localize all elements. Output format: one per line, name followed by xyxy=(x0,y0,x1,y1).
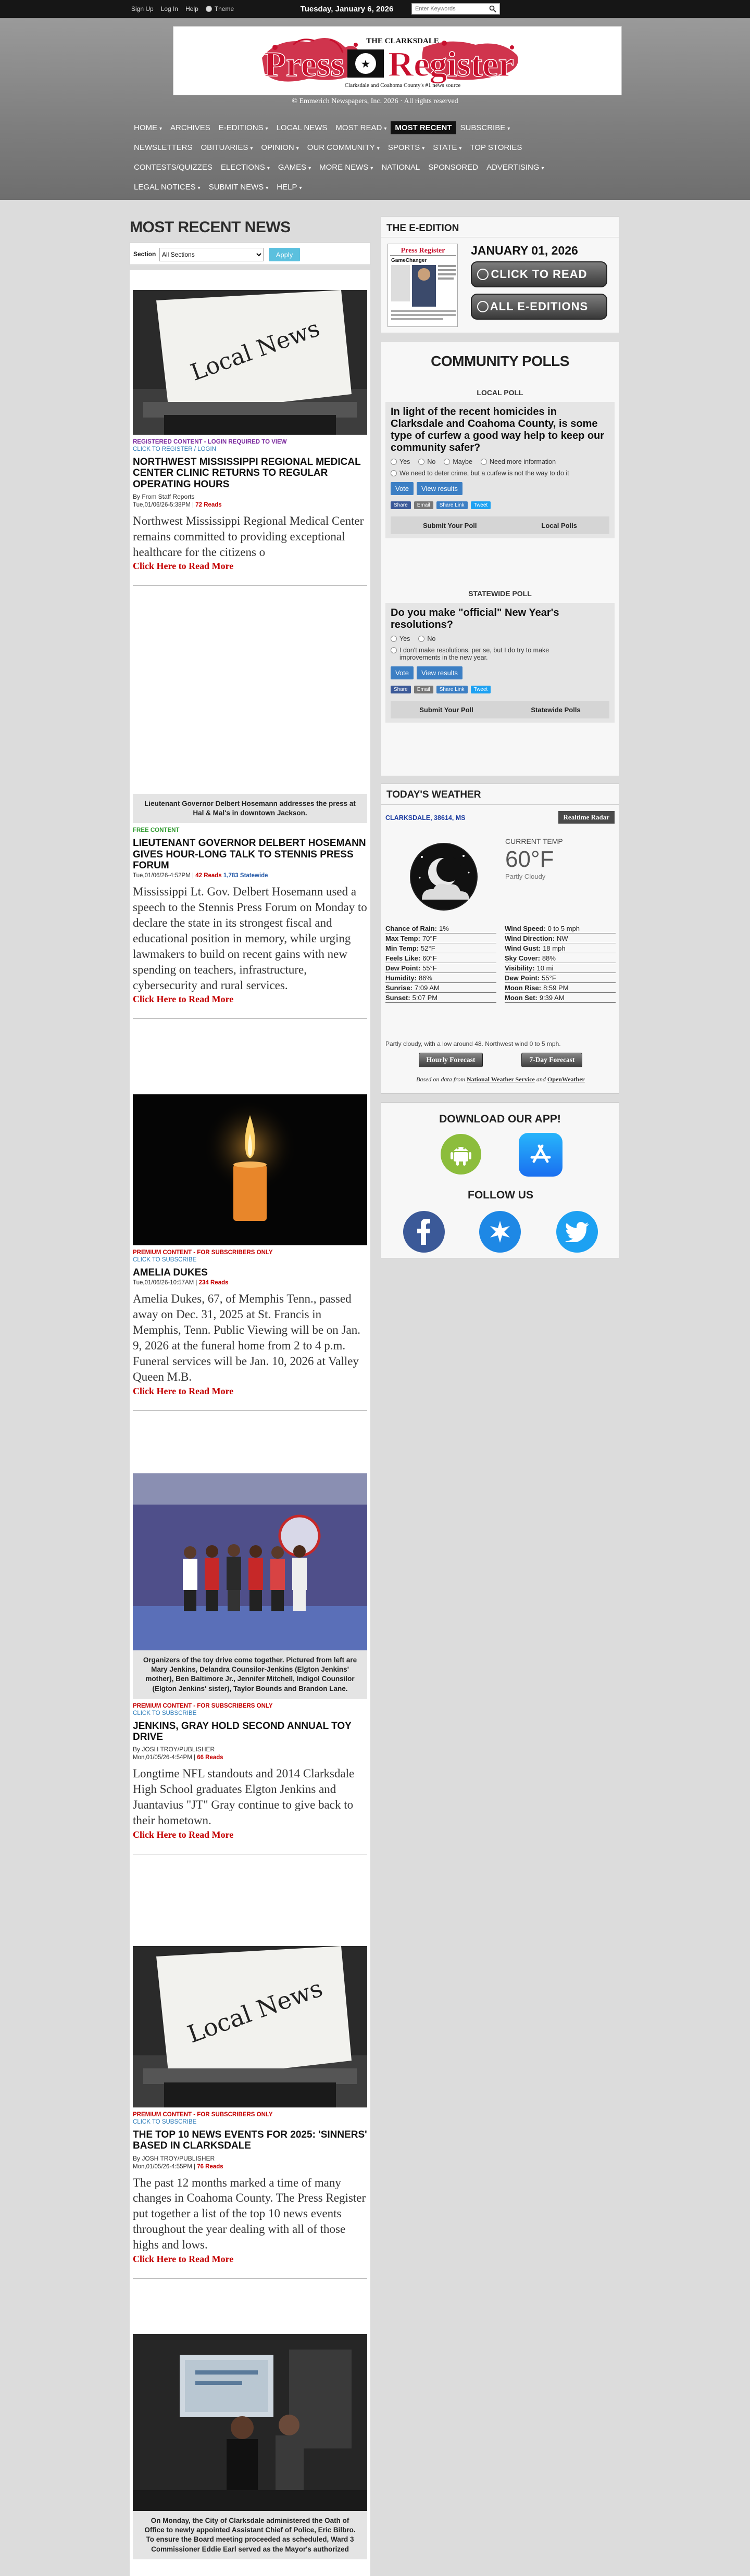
weather-row-value: 52°F xyxy=(421,944,435,952)
nav-item-label: MORE NEWS xyxy=(319,162,369,172)
nav-item-elections[interactable] xyxy=(217,161,274,174)
svg-text:★: ★ xyxy=(361,59,370,69)
share-row xyxy=(391,501,609,509)
credit-text: and xyxy=(536,1076,546,1083)
article-image[interactable] xyxy=(133,1094,367,1245)
nav-row xyxy=(130,118,598,137)
poll-option-label: No xyxy=(427,458,436,465)
article-item xyxy=(133,290,367,586)
weather-row xyxy=(385,924,496,933)
nav-item-label: CONTESTS/QUIZZES xyxy=(134,162,213,172)
local-polls-link[interactable]: Local Polls xyxy=(541,521,578,529)
poll-question: Do you make "official" New Year's resolutions? xyxy=(391,607,559,630)
nav-item-opinion[interactable] xyxy=(257,141,303,154)
weather-row-label: Visibility: xyxy=(505,964,535,972)
poll-option-label: Yes xyxy=(399,635,410,642)
radio-icon xyxy=(391,636,397,642)
copyright-line: © Emmerich Newspapers, Inc. 2026 · All rights reserved xyxy=(292,97,458,105)
e-edition-title: THE E-EDITION xyxy=(381,217,619,237)
weather-row-value: 9:39 AM xyxy=(539,994,565,1002)
thumb-headline: GameChanger xyxy=(391,258,427,263)
nav-item-label: ELECTIONS xyxy=(220,162,265,172)
chevron-down-icon: ▾ xyxy=(459,145,462,151)
weather-row xyxy=(385,933,496,943)
weather-row-value: 86% xyxy=(418,974,432,982)
article-excerpt: Amelia Dukes, 67, of Memphis Tenn., passed away on Dec. 31, 2025 at St. Francis in Memphis, Tenn. Public Viewing will be on Jan. 9, 2026 at the funeral home from 2 to 4 p.m. Funeral services will be Jan. 10, 2026 at Valley Queen M.B. xyxy=(133,1292,360,1383)
weather-row-label: Wind Direction: xyxy=(505,935,555,942)
poll-options xyxy=(391,458,609,477)
weather-row-value: 88% xyxy=(542,954,556,962)
search-input[interactable] xyxy=(412,4,487,14)
article-byline: By From Staff Reports xyxy=(133,493,195,500)
weather-box xyxy=(381,784,619,1094)
weather-row-value: 8:59 PM xyxy=(543,984,569,992)
register-login-link[interactable]: CLICK TO REGISTER / LOGIN xyxy=(133,446,216,452)
weather-condition: Partly Cloudy xyxy=(505,873,546,880)
logo-register: Register xyxy=(388,44,514,84)
article-date: Tue,01/06/26-5:38PM xyxy=(133,501,191,508)
article-meta: Tue,01/06/26-10:57AM | 234 Reads xyxy=(133,1280,229,1286)
poll-option-label: Need more information xyxy=(489,458,556,465)
current-date: Tuesday, January 6, 2026 xyxy=(300,5,394,14)
article-meta: Mon,01/05/26-4:55PM | 76 Reads xyxy=(133,2163,223,2170)
weather-row-value: 55°F xyxy=(542,974,556,982)
read-more-link[interactable]: Click Here to Read More xyxy=(133,561,234,572)
chevron-down-icon: ▾ xyxy=(159,125,162,132)
share-link-button[interactable]: Share Link xyxy=(436,686,468,693)
radio-icon xyxy=(391,470,397,476)
weather-row-label: Sunset: xyxy=(385,994,410,1002)
weather-location: CLARKSDALE, 38614, MS xyxy=(385,814,466,822)
read-more-link[interactable]: Click Here to Read More xyxy=(133,1829,234,1840)
read-count: 72 Reads xyxy=(195,501,222,508)
chevron-down-icon: ▾ xyxy=(384,125,387,132)
weather-row-value: 55°F xyxy=(422,964,437,972)
tweet-button[interactable]: Tweet xyxy=(471,501,491,509)
nav-item-submit-news[interactable] xyxy=(205,181,273,194)
nav-item-obituaries[interactable] xyxy=(197,141,257,154)
nav-item-label: LEGAL NOTICES xyxy=(134,182,196,192)
content-badge: FREE CONTENT xyxy=(133,827,180,834)
poll-option-label: We need to deter crime, but a curfew is not the way to do it xyxy=(399,470,569,477)
read-more-link[interactable]: Click Here to Read More xyxy=(133,2253,234,2264)
article-image[interactable] xyxy=(133,1946,367,2107)
chevron-down-icon: ▾ xyxy=(308,165,311,171)
article-excerpt: Northwest Mississippi Regional Medical Center remains committed to providing exceptional healthcare for the citizens o xyxy=(133,514,364,559)
read-more-link[interactable]: Click Here to Read More xyxy=(133,994,234,1005)
radio-icon xyxy=(418,636,424,642)
weather-row xyxy=(385,953,496,963)
weather-row-label: Humidity: xyxy=(385,974,417,982)
click-to-read-label: CLICK TO READ xyxy=(491,268,588,281)
community-polls-box xyxy=(381,341,619,776)
statewide-poll-label: STATEWIDE POLL xyxy=(468,589,532,598)
article-image-text: Local News xyxy=(183,1974,327,2049)
article-headline[interactable]: LIEUTENANT GOVERNOR DELBERT HOSEMANN GIVES HOUR-LONG TALK TO STENNIS PRESS FORUM xyxy=(133,838,366,871)
openweather-link[interactable]: OpenWeather xyxy=(547,1076,585,1083)
divider xyxy=(133,2278,367,2279)
nav-item-sports[interactable] xyxy=(384,141,429,154)
nav-item-most-recent[interactable] xyxy=(391,121,456,134)
poll-option-label: No xyxy=(427,635,436,642)
weather-row xyxy=(505,924,616,933)
weather-row xyxy=(385,993,496,1003)
article-date: Tue,01/06/26-10:57AM xyxy=(133,1280,194,1286)
statewide-count: 1,783 Statewide xyxy=(223,873,268,879)
article-item xyxy=(133,1094,367,1411)
nav-item-label: SPONSORED xyxy=(428,162,479,172)
article-image[interactable] xyxy=(133,1473,367,1650)
section-select[interactable] xyxy=(159,248,264,261)
article-image[interactable] xyxy=(133,653,367,794)
submit-poll-link[interactable]: Submit Your Poll xyxy=(422,521,477,529)
weather-row-value: 1% xyxy=(439,925,449,932)
share-link-button[interactable]: Share Link xyxy=(436,501,468,509)
weather-row xyxy=(385,973,496,983)
chevron-down-icon: ▾ xyxy=(266,185,269,191)
subscribe-link[interactable]: CLICK TO SUBSCRIBE xyxy=(133,2119,197,2125)
article-byline: By JOSH TROY/PUBLISHER xyxy=(133,2154,215,2162)
image-caption: On Monday, the City of Clarksdale administered the Oath of Office to newly appointed Assistant Chief of Police, Eric Bilbro. To ensure the Board meeting proceeded as scheduled, Ward 3 Commissioner Eddie Earl served as the Mayor's authorized xyxy=(133,2511,367,2559)
nav-item-games[interactable] xyxy=(274,161,315,174)
chevron-down-icon: ▾ xyxy=(197,185,201,191)
content-badge: PREMIUM CONTENT - FOR SUBSCRIBERS ONLY xyxy=(133,1249,273,1256)
nav-item-label: SUBMIT NEWS xyxy=(208,182,264,192)
site-logo[interactable] xyxy=(173,26,622,95)
poll-option[interactable] xyxy=(481,458,556,465)
nav-item-home[interactable] xyxy=(130,121,166,134)
article-headline[interactable]: AMELIA DUKES xyxy=(133,1267,208,1278)
poll-option[interactable] xyxy=(444,458,472,465)
nav-item-legal-notices[interactable] xyxy=(130,181,205,194)
search-icon[interactable] xyxy=(487,4,498,14)
article-item xyxy=(133,1473,367,1854)
chevron-down-icon: ▾ xyxy=(250,145,253,151)
weather-row-label: Wind Gust: xyxy=(505,944,541,952)
article-headline[interactable]: JENKINS, GRAY HOLD SECOND ANNUAL TOY DRIVE xyxy=(133,1720,352,1743)
login-link[interactable]: Log In xyxy=(160,5,179,12)
facebook-icon[interactable] xyxy=(403,1211,445,1253)
read-count: 42 Reads xyxy=(195,873,222,879)
weather-row-label: Moon Rise: xyxy=(505,984,542,992)
image-caption: Organizers of the toy drive come together. Pictured from left are Mary Jenkins, Delandra Counsilor-Jenkins (Elgton Jenkins' mother), Ben Baltimore Jr., Jennifer Mitchell, Indigol Counsilor (Elgton Jenkins' sister), Taylor Bounds and Brandon Lane. xyxy=(133,1650,367,1699)
nav-item-label: GAMES xyxy=(278,162,307,172)
partly-cloudy-night-icon xyxy=(401,836,490,922)
article-image-text: Local News xyxy=(187,315,323,386)
android-app-icon[interactable] xyxy=(441,1134,481,1175)
weather-row-value: 10 mi xyxy=(536,964,554,972)
local-poll-label: LOCAL POLL xyxy=(477,388,523,397)
chevron-down-icon: ▾ xyxy=(422,145,425,151)
nav-item-label: TOP STORIES xyxy=(470,143,522,152)
click-to-read-button[interactable] xyxy=(471,261,607,287)
poll-question-box xyxy=(385,603,615,723)
content-badge: REGISTERED CONTENT - LOGIN REQUIRED TO VIEW xyxy=(133,439,287,445)
weather-details xyxy=(385,924,616,1003)
subscribe-link[interactable]: CLICK TO SUBSCRIBE xyxy=(133,1257,197,1263)
weather-row-value: 70°F xyxy=(422,935,437,942)
poll-option[interactable] xyxy=(391,470,569,477)
weather-row-value: 0 to 5 mph xyxy=(547,925,580,932)
article-headline[interactable]: THE TOP 10 NEWS EVENTS FOR 2025: 'SINNERS' BASED IN CLARKSDALE xyxy=(133,2129,367,2152)
nav-item-help[interactable] xyxy=(272,181,306,194)
read-more-link[interactable]: Click Here to Read More xyxy=(133,1385,234,1396)
nav-item-label: STATE xyxy=(433,143,457,152)
weather-row xyxy=(505,993,616,1003)
nav-item-national[interactable] xyxy=(377,161,424,174)
section-filter xyxy=(130,242,370,265)
article-meta: Tue,01/06/26-5:38PM | 72 Reads xyxy=(133,501,222,508)
signup-link[interactable]: Sign Up xyxy=(131,5,154,12)
nav-item-label: OPINION xyxy=(261,143,294,152)
weather-row-label: Dew Point: xyxy=(505,974,540,982)
weather-row-value: 7:09 AM xyxy=(415,984,440,992)
tweet-button[interactable]: Tweet xyxy=(471,686,491,693)
weather-row xyxy=(505,983,616,993)
read-count: 234 Reads xyxy=(198,1280,229,1286)
nav-item-more-news[interactable] xyxy=(315,161,377,174)
poll-options xyxy=(391,635,609,661)
hourly-forecast-button[interactable]: Hourly Forecast xyxy=(419,1053,483,1067)
radio-icon xyxy=(391,459,397,465)
statewide-polls-link[interactable]: Statewide Polls xyxy=(531,705,581,714)
chevron-down-icon: ▾ xyxy=(267,165,270,171)
weather-row xyxy=(505,973,616,983)
nav-item-advertising[interactable] xyxy=(482,161,548,174)
download-app-title: DOWNLOAD OUR APP! xyxy=(439,1113,561,1125)
poll-option-label: I don't make resolutions, per se, but I do try to make improvements in the new year. xyxy=(399,647,549,661)
radio-icon xyxy=(481,459,487,465)
nav-item-subscribe[interactable] xyxy=(456,121,515,134)
current-temperature: 60°F xyxy=(505,847,554,872)
divider xyxy=(133,585,367,586)
nav-item-e-editions[interactable] xyxy=(215,121,272,134)
article-date: Mon,01/05/26-4:55PM xyxy=(133,2163,192,2170)
weather-row-label: Feels Like: xyxy=(385,954,421,962)
article-list xyxy=(130,270,370,2576)
current-temp-label: CURRENT TEMP xyxy=(505,837,563,845)
subscribe-link[interactable]: CLICK TO SUBSCRIBE xyxy=(133,1710,197,1716)
poll-option-label: Maybe xyxy=(453,458,472,465)
chevron-down-icon: ▾ xyxy=(541,165,544,171)
weather-row-value: 18 mph xyxy=(543,944,566,952)
read-count: 76 Reads xyxy=(197,2163,223,2170)
poll-option[interactable] xyxy=(391,635,410,642)
view-results-button[interactable]: View results xyxy=(417,666,463,679)
nav-item-label: HELP xyxy=(277,182,297,192)
nav-item-local-news[interactable] xyxy=(272,121,332,134)
local-poll xyxy=(385,388,615,538)
article-meta: Mon,01/05/26-4:54PM | 66 Reads xyxy=(133,1754,223,1761)
logo-press: Press xyxy=(264,44,344,84)
article-date: Mon,01/05/26-4:54PM xyxy=(133,1754,192,1761)
divider xyxy=(133,1410,367,1411)
seven-day-forecast-button[interactable]: 7-Day Forecast xyxy=(521,1053,582,1067)
weather-row xyxy=(385,943,496,953)
site-header xyxy=(0,18,750,200)
image-caption: Lieutenant Governor Delbert Hosemann addresses the press at Hal & Mal's in downtown Jackson. xyxy=(133,794,367,823)
button-circle-icon xyxy=(477,301,489,312)
radio-icon xyxy=(444,459,450,465)
vote-button[interactable]: Vote xyxy=(391,666,414,679)
divider xyxy=(133,1018,367,1019)
main-column xyxy=(130,216,370,2553)
weather-row xyxy=(385,963,496,973)
weather-row-value: NW xyxy=(556,935,568,942)
theme-label: Theme xyxy=(214,5,234,12)
button-circle-icon xyxy=(477,269,489,280)
article-item xyxy=(133,1946,367,2279)
nav-item-label: OUR COMMUNITY xyxy=(307,143,375,152)
app-follow-box xyxy=(381,1102,619,1258)
chevron-down-icon: ▾ xyxy=(265,125,268,132)
weather-row-label: Moon Set: xyxy=(505,994,538,1002)
article-excerpt: The past 12 months marked a time of many changes in Coahoma County. The Press Register put together a list of the top 10 news events throughout the year dealing with all of those highs and lows. xyxy=(133,2176,366,2252)
nav-item-label: HOME xyxy=(134,123,157,132)
nav-item-label: MOST READ xyxy=(335,123,382,132)
article-byline: By JOSH TROY/PUBLISHER xyxy=(133,1746,215,1753)
weather-row xyxy=(505,943,616,953)
nav-row xyxy=(130,157,598,177)
nav-item-label: MOST RECENT xyxy=(395,123,452,132)
read-count: 66 Reads xyxy=(197,1754,223,1761)
article-date: Tue,01/06/26-4:52PM xyxy=(133,873,191,879)
weather-credit xyxy=(381,1076,620,1083)
weather-row-label: Max Temp: xyxy=(385,935,420,942)
top-utility-bar xyxy=(0,0,750,18)
thumb-masthead: Press Register xyxy=(401,247,445,255)
weather-row-label: Sky Cover: xyxy=(505,954,540,962)
poll-option-label: Yes xyxy=(399,458,410,465)
nav-item-label: NATIONAL xyxy=(381,162,420,172)
follow-us-title: FOLLOW US xyxy=(468,1189,533,1201)
article-image[interactable] xyxy=(133,2334,367,2511)
weather-row xyxy=(505,933,616,943)
poll-question-box xyxy=(385,402,615,538)
chevron-down-icon: ▾ xyxy=(370,165,373,171)
nav-item-label: ARCHIVES xyxy=(170,123,210,132)
article-headline[interactable]: NORTHWEST MISSISSIPPI REGIONAL MEDICAL CENTER CLINIC RETURNS TO REGULAR OPERATING HOURS xyxy=(133,457,361,490)
nav-item-label: SUBSCRIBE xyxy=(460,123,506,132)
nav-item-newsletters[interactable] xyxy=(130,141,197,154)
poll-option[interactable] xyxy=(391,647,578,661)
nav-item-top-stories[interactable] xyxy=(466,141,526,154)
realtime-radar-button[interactable]: Realtime Radar xyxy=(558,811,615,824)
email-share-button[interactable]: Email xyxy=(414,686,433,693)
nav-item-label: OBITUARIES xyxy=(201,143,248,152)
nav-item-state[interactable] xyxy=(429,141,466,154)
app-store-icon[interactable] xyxy=(519,1133,562,1177)
chevron-down-icon: ▾ xyxy=(377,145,380,151)
all-e-editions-label: ALL E-EDITIONS xyxy=(490,300,589,313)
email-share-button[interactable]: Email xyxy=(414,501,433,509)
polls-title: COMMUNITY POLLS xyxy=(431,353,569,369)
submit-poll-link[interactable]: Submit Your Poll xyxy=(419,705,473,714)
content-badge: PREMIUM CONTENT - FOR SUBSCRIBERS ONLY xyxy=(133,2112,273,2118)
facebook-share-button[interactable]: Share xyxy=(391,501,411,509)
share-row xyxy=(391,686,609,693)
e-edition-box xyxy=(381,216,619,333)
weather-summary: Partly cloudy, with a low around 48. Northwest wind 0 to 5 mph. xyxy=(385,1040,561,1047)
logo-tagline: Clarksdale and Coahoma County's #1 news source xyxy=(344,82,461,89)
article-excerpt: Longtime NFL standouts and 2014 Clarksdale High School graduates Elgton Jenkins and Juantavius "JT" Gray continue to give back to their hometown. xyxy=(133,1767,355,1827)
nav-item-most-read[interactable] xyxy=(331,121,391,134)
weather-row xyxy=(505,953,616,963)
section-filter-label: Section xyxy=(133,250,156,258)
weather-row xyxy=(505,963,616,973)
nav-item-label: LOCAL NEWS xyxy=(276,123,328,132)
weather-row xyxy=(385,983,496,993)
search-box xyxy=(411,3,500,15)
chevron-down-icon: ▾ xyxy=(296,145,299,151)
poll-option[interactable] xyxy=(418,458,435,465)
weather-row-label: Sunrise: xyxy=(385,984,413,992)
article-meta: Tue,01/06/26-4:52PM | 42 Reads 1,783 Statewide xyxy=(133,873,268,879)
nav-item-label: SPORTS xyxy=(388,143,420,152)
weather-title: TODAY'S WEATHER xyxy=(381,784,619,805)
apply-button[interactable]: Apply xyxy=(269,248,300,261)
nav-row xyxy=(130,137,598,157)
weather-row-value: 60°F xyxy=(422,954,437,962)
radio-icon xyxy=(418,459,424,465)
e-edition-thumbnail[interactable] xyxy=(388,244,458,327)
main-navigation xyxy=(130,118,598,197)
article-excerpt: Mississippi Lt. Gov. Delbert Hosemann used a speech to the Stennis Press Forum on Monday to declare the state in its strongest fiscal and educational position in memory, while urging lawmakers to build on recent gains with new spending on teachers, infrastructure, cybersecurity and rural services. xyxy=(133,885,367,992)
logo-top-text: THE CLARKSDALE xyxy=(366,37,439,45)
view-results-button[interactable]: View results xyxy=(417,482,463,495)
weather-row-label: Dew Point: xyxy=(385,964,421,972)
nav-item-sponsored[interactable] xyxy=(424,161,482,174)
help-link[interactable]: Help xyxy=(185,5,198,12)
article-item xyxy=(133,2334,367,2559)
credit-text: Based on data from xyxy=(416,1076,465,1083)
nav-item-archives[interactable] xyxy=(166,121,215,134)
facebook-share-button[interactable]: Share xyxy=(391,686,411,693)
page-title: MOST RECENT NEWS xyxy=(130,219,291,236)
nav-item-contests-quizzes[interactable] xyxy=(130,161,217,174)
vote-button[interactable]: Vote xyxy=(391,482,414,495)
chevron-down-icon: ▾ xyxy=(299,185,302,191)
nav-item-our-community[interactable] xyxy=(303,141,384,154)
weather-row-value: 5:07 PM xyxy=(412,994,438,1002)
statewide-poll xyxy=(385,589,615,723)
chevron-down-icon: ▾ xyxy=(507,125,510,132)
weather-row-label: Chance of Rain: xyxy=(385,925,437,932)
weather-row-label: Wind Speed: xyxy=(505,925,546,932)
radio-icon xyxy=(391,647,397,653)
article-item xyxy=(133,653,367,1019)
weather-row-label: Min Temp: xyxy=(385,944,419,952)
all-e-editions-button[interactable] xyxy=(471,294,607,320)
e-edition-date: JANUARY 01, 2026 xyxy=(471,244,578,257)
nws-link[interactable]: National Weather Service xyxy=(467,1076,535,1083)
instagram-icon[interactable] xyxy=(479,1211,521,1253)
poll-option[interactable] xyxy=(391,458,410,465)
twitter-icon[interactable] xyxy=(556,1211,598,1253)
nav-item-label: ADVERTISING xyxy=(486,162,540,172)
poll-question: In light of the recent homicides in Clarksdale and Coahoma County, is some type of curfew a good way help to keep our community safer? xyxy=(391,406,605,453)
nav-row xyxy=(130,177,598,197)
article-image[interactable] xyxy=(133,290,367,435)
content-badge: PREMIUM CONTENT - FOR SUBSCRIBERS ONLY xyxy=(133,1702,273,1709)
nav-item-label: NEWSLETTERS xyxy=(134,143,193,152)
nav-item-label: E-EDITIONS xyxy=(218,123,264,132)
poll-option[interactable] xyxy=(418,635,435,642)
